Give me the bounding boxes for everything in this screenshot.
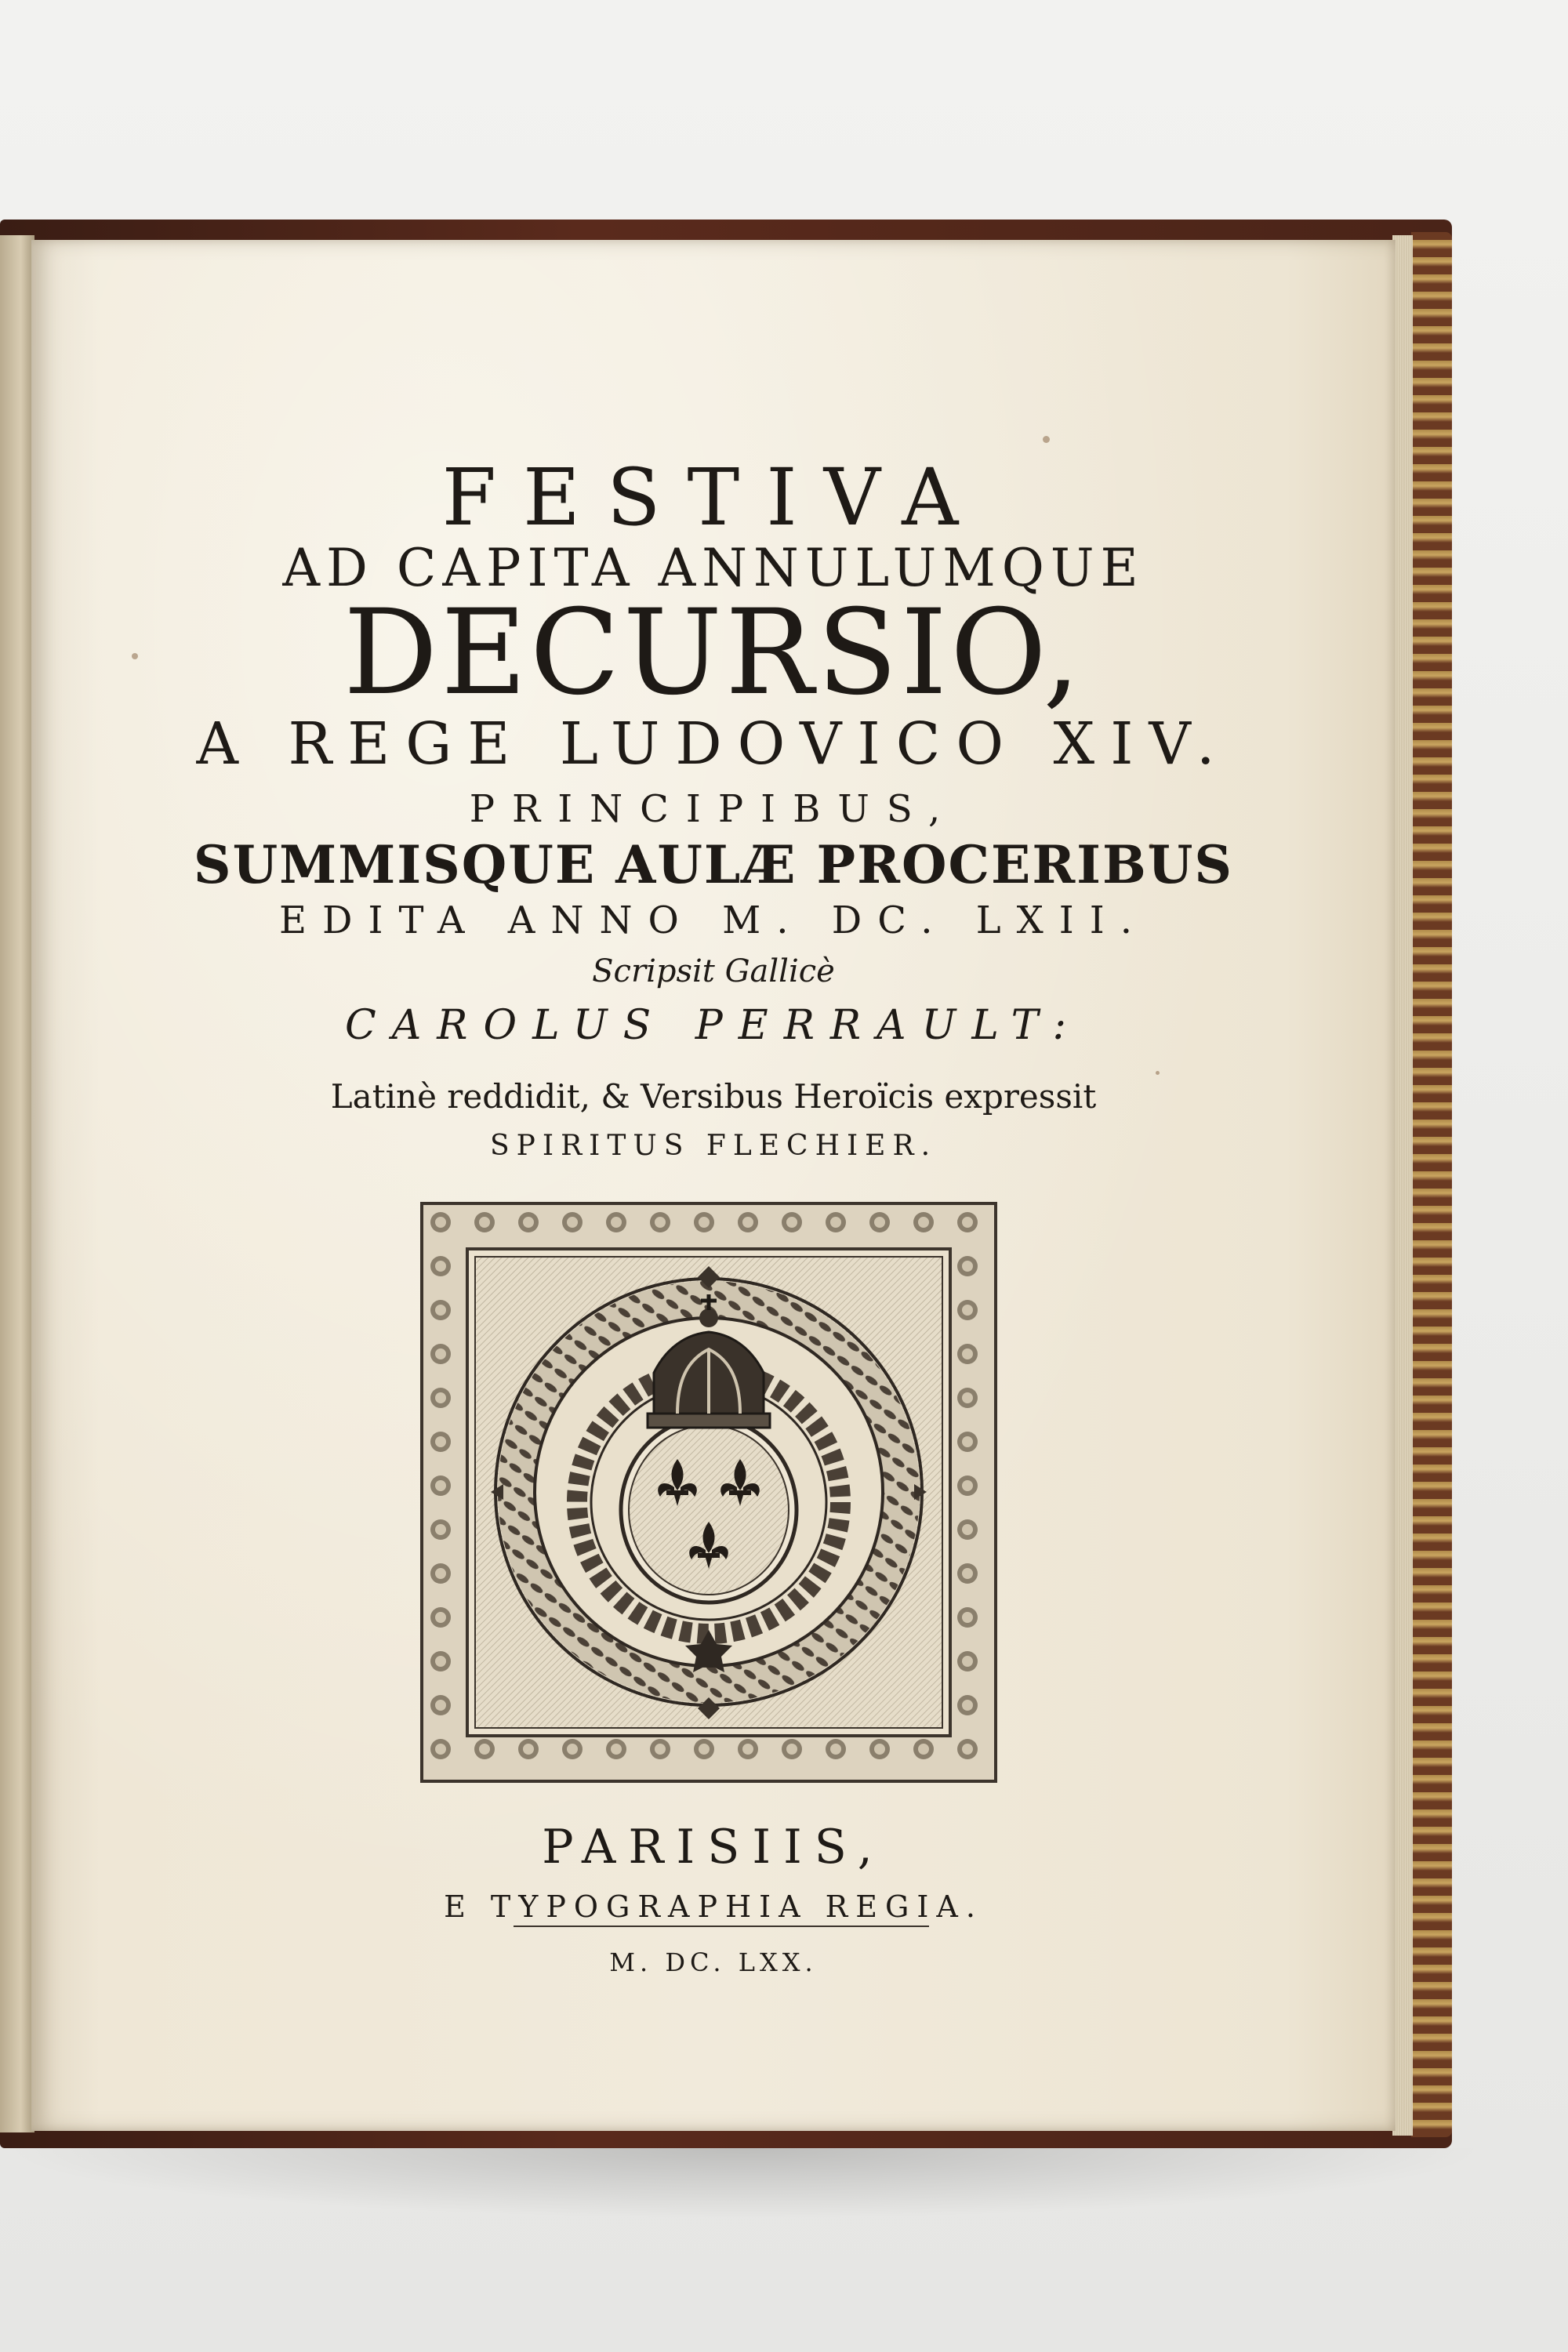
author-name: CAROLUS PERRAULT: (344, 1002, 1083, 1049)
royal-arms-vignette (419, 1200, 999, 1784)
imprint-rule (514, 1926, 929, 1927)
translator-name: SPIRITUS FLECHIER. (489, 1130, 938, 1162)
title-scripsit: Scripsit Gallicè (592, 953, 835, 989)
title-ad-capita: AD CAPITA ANNULUMQUE (282, 538, 1145, 598)
translator-note: Latinè reddidit, & Versibus Heroïcis expressit (330, 1077, 1097, 1116)
left-page-edge (0, 235, 34, 2132)
title-principibus: PRINCIPIBUS, (469, 787, 958, 831)
title-summisque: SUMMISQUE AULÆ PROCERIBUS (193, 834, 1234, 895)
title-decursio: DECURSIO, (343, 585, 1083, 721)
book-shadow (0, 2148, 1490, 2219)
escutcheon-shield (621, 1417, 797, 1602)
title-a-rege: A REGE LUDOVICO XIV. (196, 710, 1231, 778)
title-page (31, 240, 1396, 2131)
title-festiva: FESTIVA (441, 452, 985, 543)
title-edita-anno: EDITA ANNO M. DC. LXII. (279, 898, 1148, 942)
imprint-press: E TYPOGRAPHIA REGIA. (444, 1889, 983, 1924)
imprint-city: PARISIIS, (542, 1820, 885, 1875)
foxing-spot (1043, 436, 1050, 443)
foxing-spot (1156, 1071, 1160, 1075)
gilt-spine-edge (1411, 232, 1452, 2137)
imprint-year: M. DC. LXX. (609, 1947, 818, 1977)
